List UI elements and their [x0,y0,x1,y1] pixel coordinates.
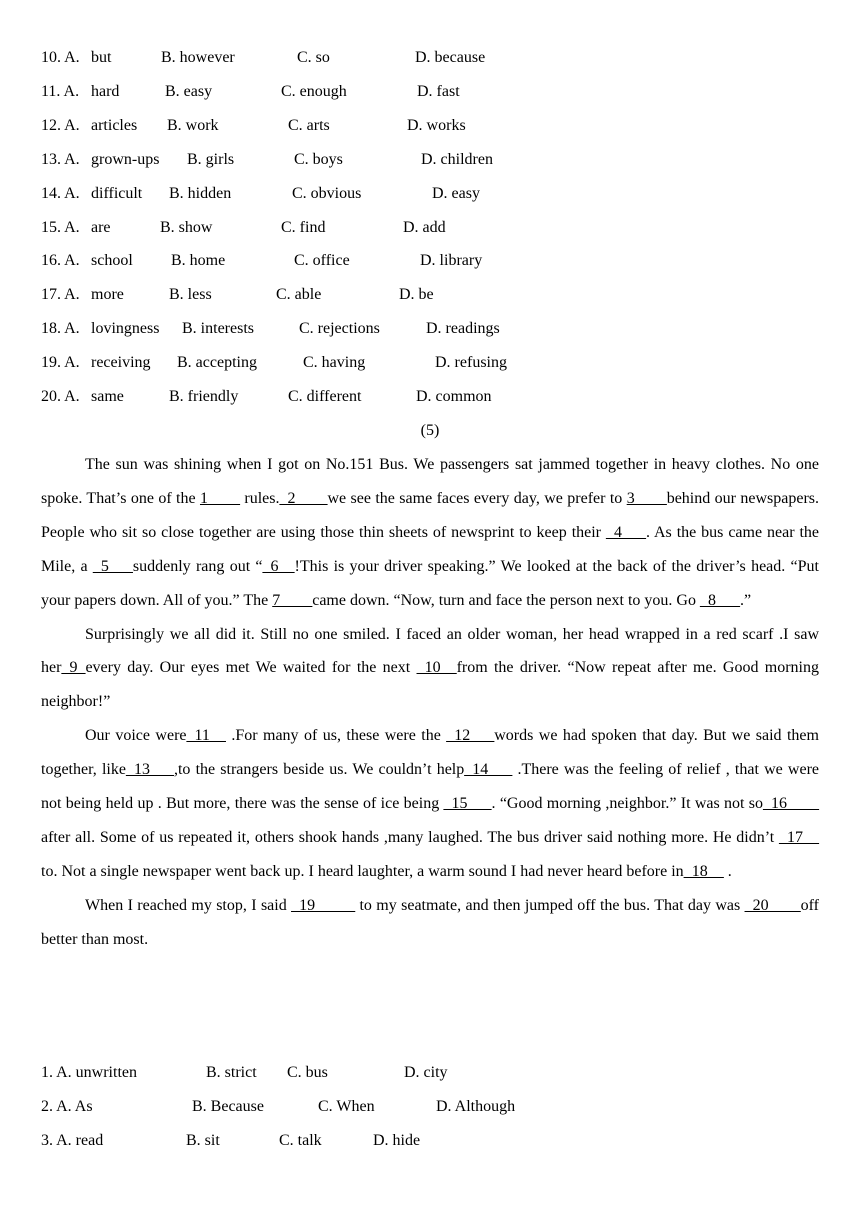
option-c: C. so [297,49,330,66]
option-num: 1. A. unwritten [41,1064,137,1081]
option-row [41,244,819,278]
option-c: C. boys [294,150,343,168]
cloze-blank: 1____ [199,489,240,507]
option-a: but [91,49,112,66]
option-b: B. sit [186,1131,220,1149]
option-num: 3. A. read [41,1131,104,1149]
option-row [41,109,819,143]
option-num: 11. A. [41,82,80,100]
option-num: 15. A. [41,218,80,236]
option-a: difficult [91,184,143,202]
option-b: B. girls [187,150,235,168]
option-c: C. arts [288,116,330,134]
option-d: D. Although [436,1097,516,1115]
option-d: D. common [416,388,492,405]
option-row [41,312,819,346]
option-d: D. fast [417,82,460,100]
option-row [41,380,819,414]
cloze-blank: _20____ [744,896,801,914]
option-b: B. accepting [177,354,257,372]
option-b: B. hidden [169,184,232,202]
option-b: B. easy [165,82,213,100]
cloze-blank: _10__ [416,659,457,677]
cloze-blank: _9_ [61,659,86,677]
option-c: C. talk [279,1131,322,1149]
option-c: C. bus [287,1064,328,1081]
option-a: more [91,286,124,304]
option-d: D. children [421,150,493,168]
option-d: D. hide [373,1131,421,1149]
option-num: 19. A. [41,354,80,372]
passage-paragraph-4: When I reached my stop, I said _19_____ to my seatmate, and then jumped off the bus. That day was _20____off better than most. [41,896,820,948]
option-a: grown-ups [91,150,160,168]
option-a: receiving [91,354,151,372]
option-c: C. When [318,1097,375,1115]
option-d: D. because [415,49,486,66]
cloze-blank: _6__ [262,557,295,575]
cloze-blank: _14___ [464,761,513,779]
option-c: C. having [303,354,366,372]
option-d: D. easy [432,184,480,202]
option-b: B. friendly [169,388,239,405]
cloze-blank: _12___ [446,727,495,745]
cloze-blank: 3____ [626,489,667,507]
option-c: C. office [294,252,350,270]
option-b: B. less [169,286,212,304]
cloze-blank: _15___ [443,795,492,813]
option-d: D. refusing [435,354,507,372]
option-d: D. be [399,286,434,304]
answer-option-row [41,1090,819,1124]
section-heading: (5) [420,422,440,439]
cloze-blank: _2____ [279,489,328,507]
option-c: C. enough [281,82,347,100]
option-row [41,346,819,380]
cloze-blank: _13___ [125,761,174,779]
option-b: B. work [167,116,219,134]
option-row [41,75,819,109]
option-num: 18. A. [41,320,80,338]
option-c: C. rejections [299,320,380,338]
option-b: B. interests [182,320,254,338]
option-b: B. show [160,218,213,236]
option-d: D. works [407,116,466,134]
option-c: C. find [281,218,326,236]
cloze-blank: _5___ [92,557,133,575]
cloze-blank: _11__ [186,727,226,745]
passage-paragraph-1: The sun was shining when I got on No.151 Bus. We passengers sat jammed together in heavy clothes. No one spoke. That’s one of the 1____ rules._2____we see the same faces every day, we prefer to 3____behind our newspapers. People who sit so close together are using those thin sheets of newsprint to keep their _4___. As the bus came near the Mile, a _5___suddenly rang out “_6__!This is your driver speaking.” We looked at the back of the driver’s head. “Put your papers down. All of you.” The 7____came down. “Now, turn and face the person next to you. Go _8___.” [41,456,820,609]
option-b: B. however [161,49,235,66]
option-a: hard [91,82,120,100]
passage-paragraph-3: Our voice were_11__ .For many of us, these were the _12___words we had spoken that day. But we said them together, like_13___,to the strangers beside us. We couldn’t help_14___ .There was the feeling of relief , that we were not being held up . But more, there was the sense of ice being _15___. “Good morning ,neighbor.” It was not so_16____ after all. Some of us repeated it, others shook hands ,many laughed. The bus driver said nothing more. He didn’t _17__ to. Not a single newspaper went back up. I heard laughter, a warm sound I had never heard before in_18__ . [41,727,820,880]
option-row [41,41,819,75]
option-c: C. able [276,286,322,304]
cloze-blank: _16____ [763,795,820,813]
option-row [41,177,819,211]
answer-option-row [41,1056,819,1090]
cloze-blank: _8___ [699,591,740,609]
option-d: D. library [420,252,483,270]
option-row [41,211,819,245]
option-row [41,143,819,177]
option-c: C. obvious [292,184,362,202]
cloze-blank: _17__ [779,828,819,846]
option-num: 20. A. [41,388,80,405]
cloze-passage [41,448,819,957]
option-d: D. city [404,1064,448,1081]
cloze-blank: 7____ [272,591,313,609]
option-a: are [91,218,111,236]
option-num: 10. A. [41,49,80,66]
option-row [41,278,819,312]
option-d: D. add [403,218,446,236]
option-num: 14. A. [41,184,80,202]
option-num: 17. A. [41,286,80,304]
option-num: 13. A. [41,150,80,168]
option-b: B. home [171,252,226,270]
option-num: 12. A. [41,116,80,134]
cloze-blank: _19_____ [291,896,356,914]
option-a: lovingness [91,320,160,338]
answer-option-row [41,1124,819,1158]
passage-paragraph-2: Surprisingly we all did it. Still no one smiled. I faced an older woman, her head wrapped in a red scarf .I saw her_9_every day. Our eyes met We waited for the next _10__from the driver. “Now repeat after me. Good morning neighbor!” [41,625,819,711]
option-a: school [91,252,133,270]
option-c: C. different [288,388,362,405]
option-a: same [91,388,124,405]
option-d: D. readings [426,320,500,338]
option-a: articles [91,116,138,134]
cloze-blank: _4___ [605,523,646,541]
option-b: B. Because [192,1097,264,1115]
option-num: 2. A. As [41,1097,93,1115]
cloze-blank: _18__ [683,862,724,880]
option-num: 16. A. [41,252,80,270]
option-b: B. strict [206,1064,257,1081]
